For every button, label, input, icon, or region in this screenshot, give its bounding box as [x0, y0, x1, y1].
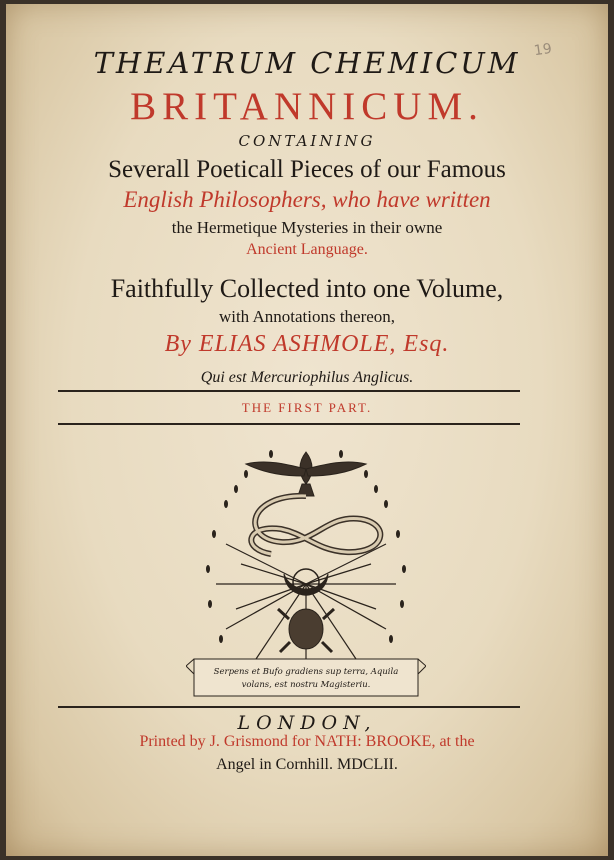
severall-line: Severall Poeticall Pieces of our Famous — [108, 156, 506, 183]
containing-line: CONTAINING — [238, 132, 376, 150]
faithfully-line: Faithfully Collected into one Volume, — [110, 274, 504, 303]
banner-line-1: Serpens et Bufo gradiens sup terra, Aquila — [213, 667, 399, 677]
first-part-line: THE FIRST PART. — [241, 400, 373, 415]
title-page — [6, 4, 608, 856]
english-philosophers-line: English Philosophers, who have written — [123, 187, 491, 212]
banner-line-2: volans, est nostru Magisteriu. — [241, 680, 371, 690]
angel-line: Angel in Cornhill. MDCLII. — [216, 756, 398, 773]
author-line: By ELIAS ASHMOLE, Esq. — [164, 331, 450, 357]
motto-line: Qui est Mercuriophilus Anglicus. — [200, 369, 414, 386]
hermetique-line: the Hermetique Mysteries in their owne — [171, 218, 443, 237]
alchemical-emblem — [186, 434, 426, 704]
title-line-2: BRITANNICUM. — [130, 85, 484, 128]
printed-line: Printed by J. Grismond for NATH: BROOKE, at the — [139, 733, 475, 750]
london-line: LONDON, — [237, 712, 377, 734]
rule-bottom — [58, 423, 520, 425]
rule-top — [58, 390, 520, 392]
ancient-language-line: Ancient Language. — [246, 241, 368, 258]
rule-imprint — [58, 706, 520, 708]
annotations-line: with Annotations thereon, — [218, 307, 396, 326]
margin-note: 19 — [532, 40, 553, 60]
title-line-1: THEATRUM CHEMICUM — [93, 46, 521, 80]
